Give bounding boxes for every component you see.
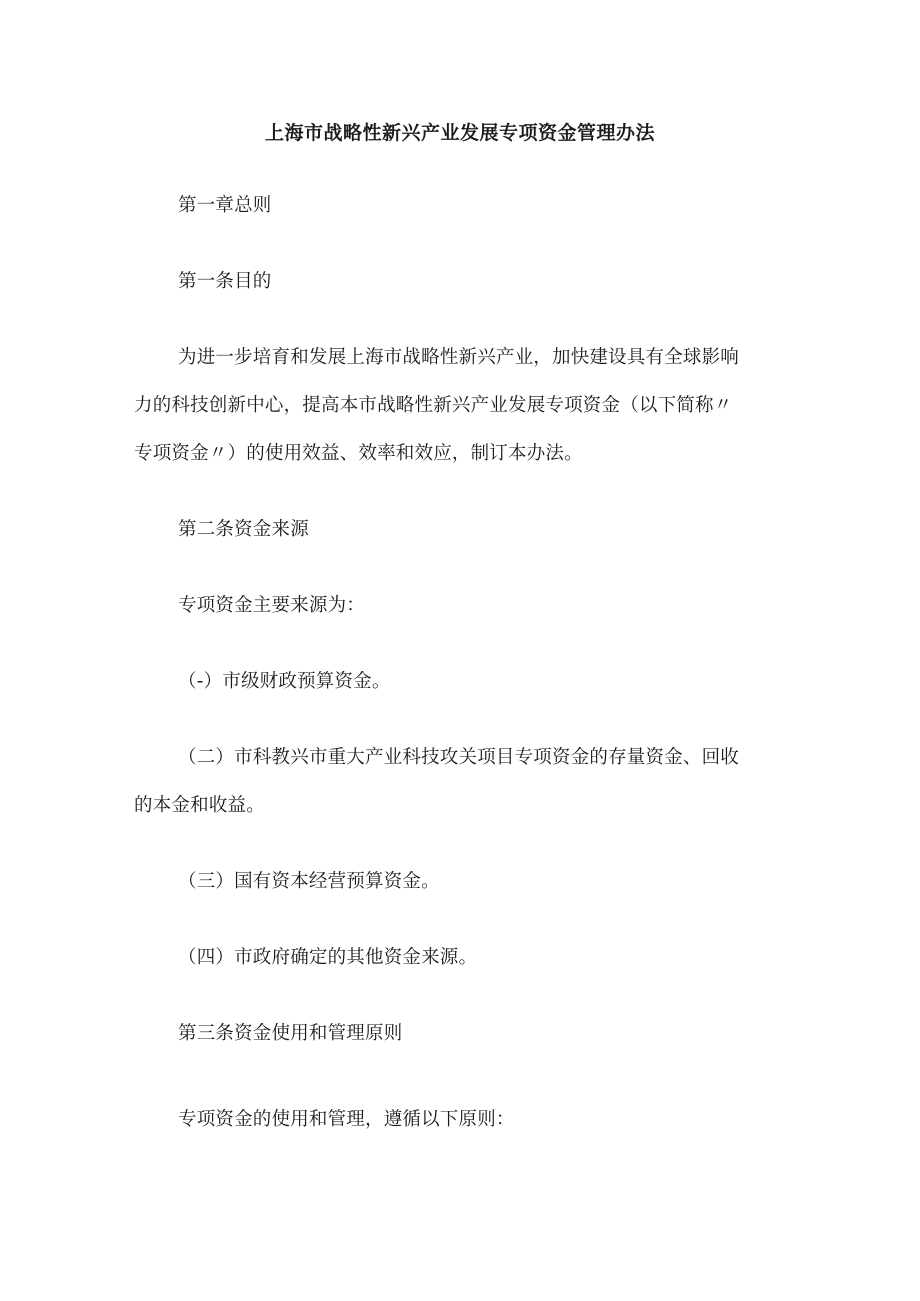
article-2-item-2 — [134, 734, 786, 830]
chapter-heading: 第一章总则 — [178, 195, 272, 216]
article-2-item-4: （四）市政府确定的其他资金来源。 — [178, 947, 478, 968]
article-3-intro: 专项资金的使用和管理，遵循以下原则： — [178, 1109, 515, 1130]
article-2-item-2-line-1: （二）市科教兴市重大产业科技攻关项目专项资金的存量资金、回收 — [178, 747, 740, 768]
article-3-heading: 第三条资金使用和管理原则 — [178, 1023, 403, 1044]
article-2-item-1: （-）市级财政预算资金。 — [178, 671, 391, 692]
article-1-heading: 第一条目的 — [178, 271, 272, 292]
article-1-body-line-1: 为进一步培育和发展上海市战略性新兴产业，加快建设具有全球影响 — [178, 347, 740, 368]
article-2-item-2-line-2: 的本金和收益。 — [134, 795, 265, 816]
article-2-intro: 专项资金主要来源为： — [178, 595, 366, 616]
article-2-item-3: （三）国有资本经营预算资金。 — [178, 871, 440, 892]
document-title: 上海市战略性新兴产业发展专项资金管理办法 — [264, 122, 655, 144]
article-1-body-line-2: 力的科技创新中心，提高本市战略性新兴产业发展专项资金（以下简称〃 — [134, 395, 733, 416]
article-2-heading: 第二条资金来源 — [178, 519, 309, 540]
article-1-body-line-3: 专项资金〃）的使用效益、效率和效应，制订本办法。 — [134, 443, 583, 464]
article-1-body — [134, 334, 786, 478]
